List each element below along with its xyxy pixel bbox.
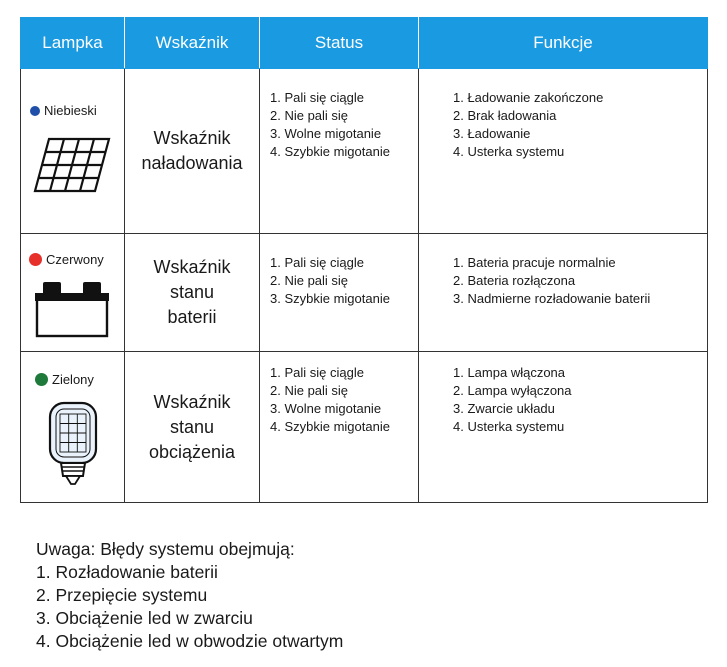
list-item: 3. Nadmierne rozładowanie baterii: [453, 291, 651, 306]
list-item: 3. Wolne migotanie: [270, 126, 382, 141]
list-item: 1. Lampa włączona: [453, 365, 566, 380]
list-item: 2. Nie pali się: [270, 273, 349, 288]
lamp-cell: [21, 69, 125, 234]
list-item: 2. Nie pali się: [270, 108, 349, 123]
lamp-label: Niebieski: [30, 103, 97, 118]
function-cell: [419, 69, 708, 234]
list-item: 3. Ładowanie: [453, 126, 531, 141]
note-title: Uwaga: Błędy systemu obejmują:: [36, 539, 295, 559]
header-wskaznik: Wskaźnik: [125, 18, 260, 69]
function-cell: [419, 352, 708, 503]
status-cell: [260, 69, 419, 234]
indicator-cell: Wskaźnik stanu baterii: [125, 234, 260, 352]
note-item: 1. Rozładowanie baterii: [36, 562, 218, 582]
table-row: [21, 69, 708, 234]
list-item: 3. Zwarcie układu: [453, 401, 555, 416]
list-item: 1. Pali się ciągle: [270, 90, 364, 105]
list-item: 2. Nie pali się: [270, 383, 349, 398]
list-item: 4. Szybkie migotanie: [270, 419, 390, 434]
list-item: 1. Pali się ciągle: [270, 255, 364, 270]
list-item: 1. Bateria pracuje normalnie: [453, 255, 616, 270]
green-dot-icon: [35, 373, 48, 386]
list-item: 2. Lampa wyłączona: [453, 383, 572, 398]
header-lampka: Lampka: [21, 18, 125, 69]
list-item: 2. Brak ładowania: [453, 108, 557, 123]
lamp-cell: [21, 352, 125, 503]
list-item: 1. Pali się ciągle: [270, 365, 364, 380]
list-item: 4. Usterka systemu: [453, 144, 565, 159]
lamp-cell: [21, 234, 125, 352]
list-item: 2. Bateria rozłączona: [453, 273, 576, 288]
header-funkcje: Funkcje: [419, 18, 708, 69]
indicator-cell: Wskaźnik stanu obciążenia: [125, 352, 260, 503]
note-item: 2. Przepięcie systemu: [36, 585, 208, 605]
note-item: 3. Obciążenie led w zwarciu: [36, 608, 253, 628]
list-item: 3. Szybkie migotanie: [270, 291, 390, 306]
led-bulb-icon: [47, 400, 99, 488]
battery-icon: [33, 280, 111, 338]
list-item: 1. Ładowanie zakończone: [453, 90, 604, 105]
red-dot-icon: [29, 253, 42, 266]
table-row: [21, 352, 708, 503]
table-row: [21, 234, 708, 352]
system-errors-note: [36, 538, 343, 653]
solar-panel-icon: [31, 135, 111, 195]
indicator-table: [20, 17, 708, 503]
lamp-label: Zielony: [35, 372, 94, 387]
list-item: 4. Usterka systemu: [453, 419, 565, 434]
list-item: 3. Wolne migotanie: [270, 401, 382, 416]
indicator-cell: Wskaźnik naładowania: [125, 69, 260, 234]
list-item: 4. Szybkie migotanie: [270, 144, 390, 159]
status-cell: [260, 234, 419, 352]
lamp-label: Czerwony: [29, 252, 104, 267]
header-status: Status: [260, 18, 419, 69]
blue-dot-icon: [30, 106, 40, 116]
status-cell: [260, 352, 419, 503]
note-item: 4. Obciążenie led w obwodzie otwartym: [36, 631, 344, 651]
function-cell: [419, 234, 708, 352]
table-header-row: [21, 18, 708, 69]
